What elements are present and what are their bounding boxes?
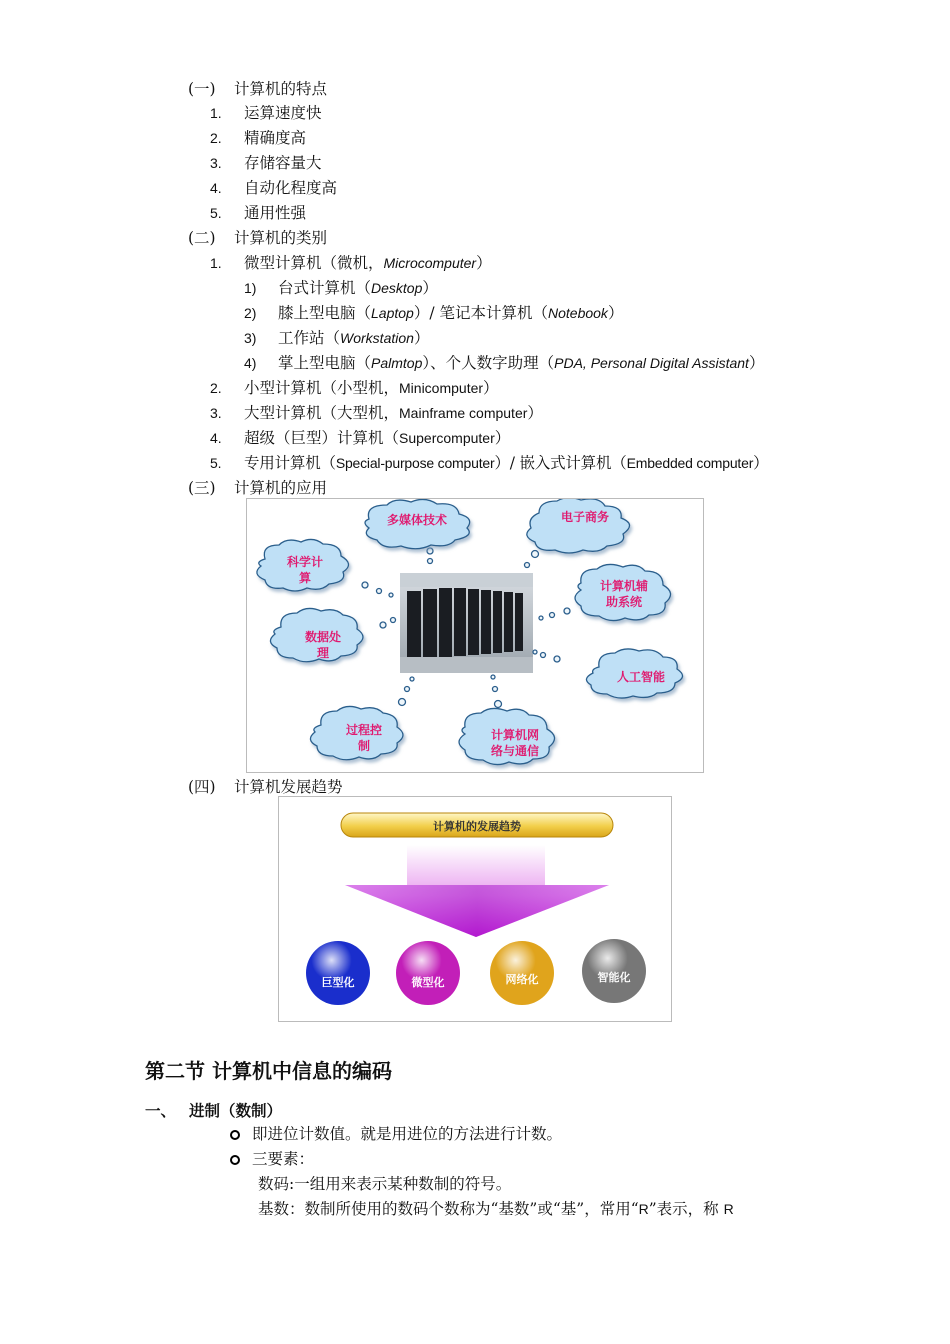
list-item: 5. 专用计算机（Special-purpose computer）/ 嵌入式计算机（Embedded computer） xyxy=(210,454,769,472)
trend-orb-giant xyxy=(306,941,370,1005)
categories-heading xyxy=(188,228,327,248)
paragraph-radix: 基数：数制所使用的数码个数称为“基数”或“基”，常用“R”表示，称 R xyxy=(258,1200,734,1218)
list-item: 2) 膝上型电脑（Laptop）/ 笔记本计算机（Notebook） xyxy=(244,304,624,322)
trend-orb-intelligent xyxy=(582,939,646,1003)
features-heading xyxy=(188,79,327,99)
cloud-label-science-2: 算 xyxy=(298,571,312,585)
cloud-label-cad-1: 计算机辅 xyxy=(599,579,649,593)
cloud-label-ecommerce: 电子商务 xyxy=(560,510,610,524)
applications-heading xyxy=(188,478,327,498)
trend-orb-label: 网络化 xyxy=(505,973,539,986)
list-item: 5. 通用性强 xyxy=(210,204,307,222)
cloud-label-network-1: 计算机网 xyxy=(490,728,540,742)
cloud-label-cad-2: 助系统 xyxy=(605,595,643,609)
features-heading-marker: (一) xyxy=(188,80,216,98)
bullet-item: 即进位计数值。就是用进位的方法进行计数。 xyxy=(230,1124,562,1144)
subsection-heading xyxy=(145,1099,282,1121)
paragraph-digits: 数码:一组用来表示某种数制的符号。 xyxy=(258,1175,512,1193)
trends-heading-text: 计算机发展趋势 xyxy=(234,778,343,796)
cloud-label-process-1: 过程控 xyxy=(345,723,383,737)
applications-figure xyxy=(246,498,704,773)
list-item: 4. 超级（巨型）计算机（Supercomputer） xyxy=(210,429,511,447)
list-item: 4. 自动化程度高 xyxy=(210,179,338,197)
trends-diagram xyxy=(279,797,671,1021)
cloud-label-data-1: 数据处 xyxy=(304,630,342,644)
bullet-icon xyxy=(230,1155,240,1165)
applications-heading-marker: (三) xyxy=(188,479,216,497)
subsection-marker: 一、 xyxy=(145,1102,177,1120)
cloud-label-multimedia: 多媒体技术 xyxy=(386,513,448,527)
trend-orb-label: 巨型化 xyxy=(321,976,355,989)
trends-heading-marker: (四) xyxy=(188,778,216,796)
list-item: 1. 运算速度快 xyxy=(210,104,322,122)
list-item: 3) 工作站（Workstation） xyxy=(244,329,430,347)
cloud-label-network-2: 络与通信 xyxy=(490,744,540,758)
features-heading-text: 计算机的特点 xyxy=(234,80,328,98)
list-item: 4) 掌上型电脑（Palmtop）、个人数字助理（PDA, Personal Digital Assistant） xyxy=(244,354,765,372)
categories-heading-text: 计算机的类别 xyxy=(234,229,328,247)
server-room-image xyxy=(400,573,533,673)
trend-orb-label: 微型化 xyxy=(411,976,445,989)
trends-banner-label: 计算机的发展趋势 xyxy=(433,820,521,833)
trend-orb-micro xyxy=(396,941,460,1005)
list-item: 2. 精确度高 xyxy=(210,129,307,147)
cloud-label-process-2: 制 xyxy=(357,739,371,753)
bullet-item: 三要素： xyxy=(230,1149,314,1169)
section-title: 第二节 计算机中信息的编码 xyxy=(145,1059,392,1083)
list-item: 2. 小型计算机（小型机，Minicomputer） xyxy=(210,379,499,397)
trends-figure xyxy=(278,796,672,1022)
list-item: 1. 微型计算机（微机，Microcomputer） xyxy=(210,254,492,272)
bullet-icon xyxy=(230,1130,240,1140)
list-item: 1) 台式计算机（Desktop） xyxy=(244,279,438,297)
cloud-label-science-1: 科学计 xyxy=(286,555,324,569)
cloud-label-data-2: 理 xyxy=(316,646,330,660)
cloud-label-ai: 人工智能 xyxy=(616,670,666,684)
cloud-ecommerce xyxy=(527,499,630,553)
applications-heading-text: 计算机的应用 xyxy=(234,479,328,497)
trend-orb-network xyxy=(490,941,554,1005)
list-item: 3. 存储容量大 xyxy=(210,154,322,172)
categories-heading-marker: (二) xyxy=(188,229,216,247)
subsection-title: 进制（数制） xyxy=(189,1102,283,1120)
trend-orb-label: 智能化 xyxy=(597,971,631,984)
list-item: 3. 大型计算机（大型机，Mainframe computer） xyxy=(210,404,543,422)
trends-heading xyxy=(188,777,343,797)
applications-diagram xyxy=(247,499,703,772)
